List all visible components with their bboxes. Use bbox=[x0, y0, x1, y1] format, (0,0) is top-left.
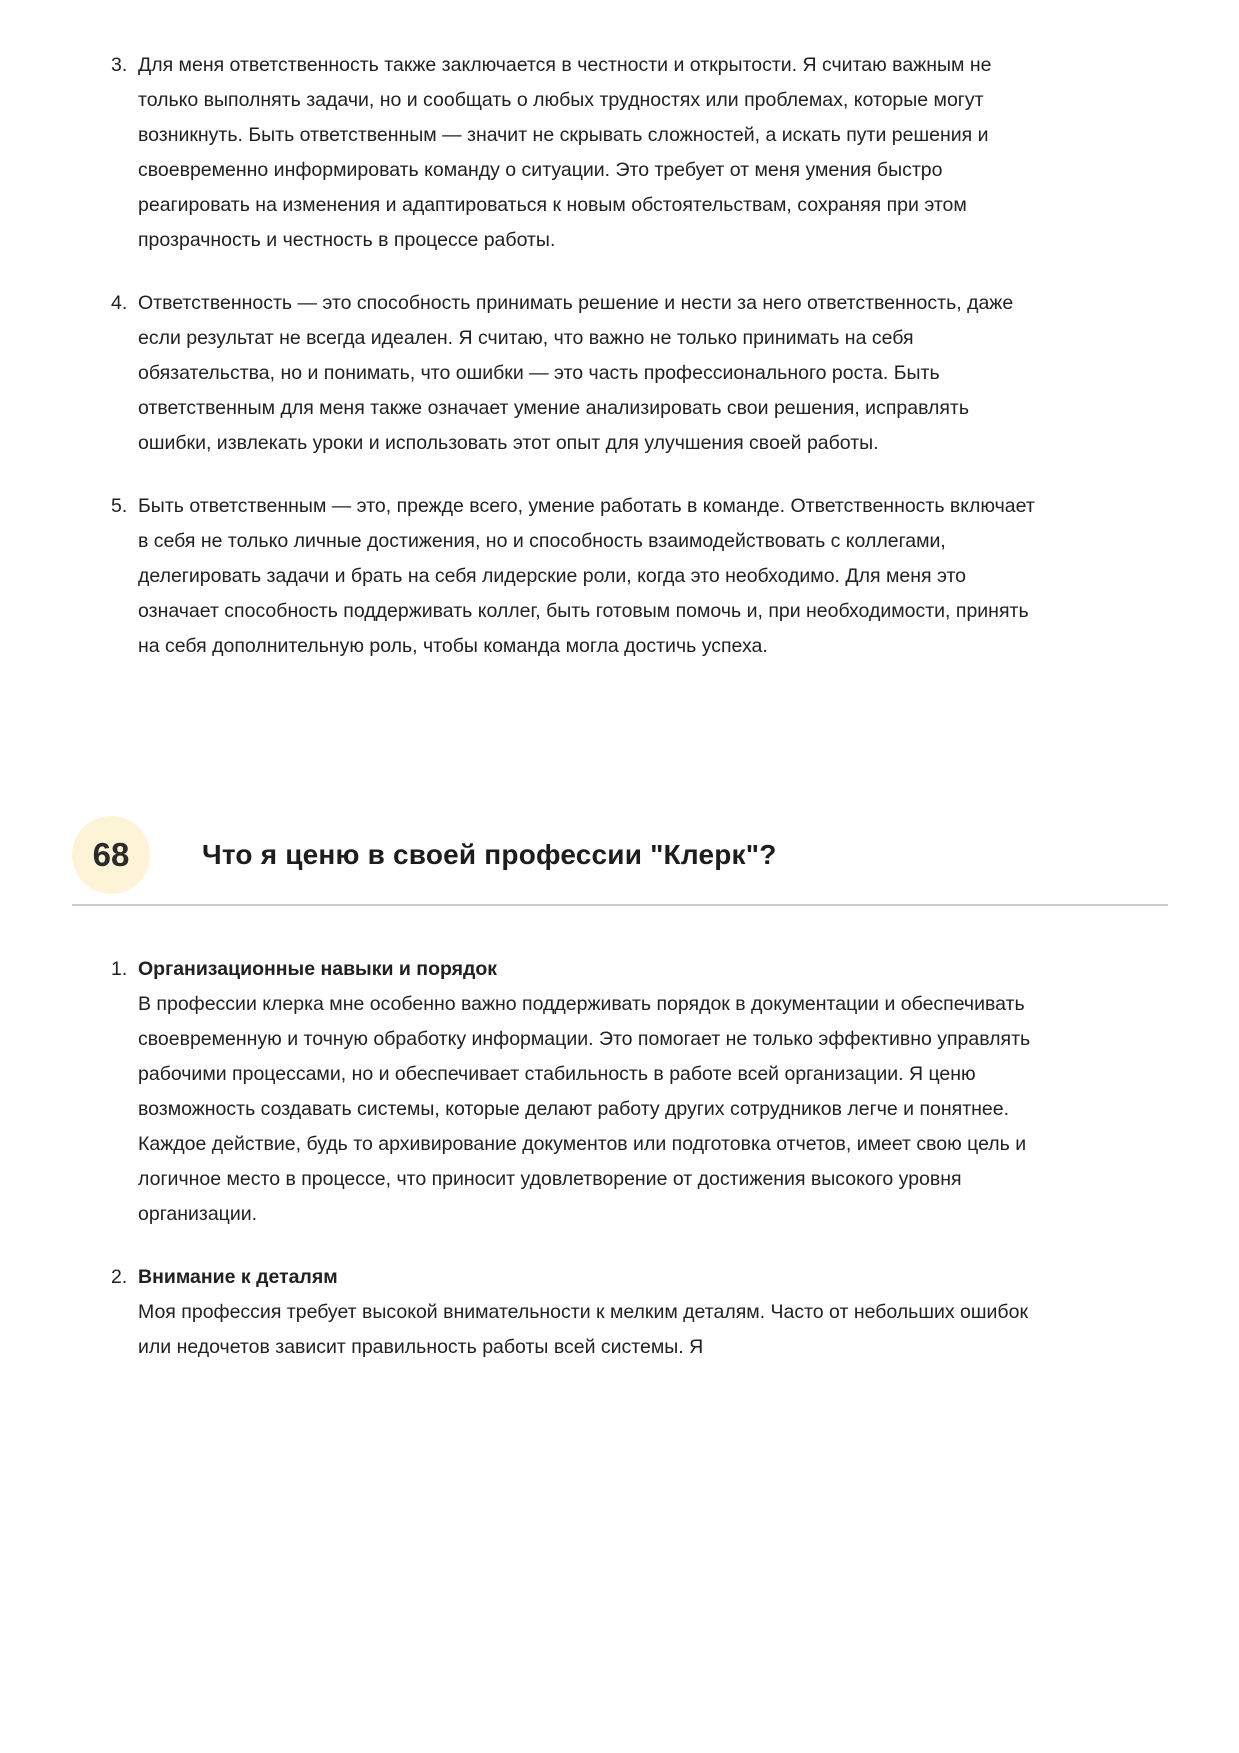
list-item bbox=[78, 952, 1139, 1232]
profession-list bbox=[78, 952, 1139, 1365]
list-item-number: 1. bbox=[111, 958, 128, 980]
list-item-body bbox=[138, 952, 1038, 1232]
list-item-number: 4. bbox=[111, 292, 128, 314]
list-item-body bbox=[138, 1260, 1038, 1365]
list-item-text: Моя профессия требует высокой внимательности к мелким деталям. Часто от небольших ошибок или недочетов зависит правильность работы всей системы. Я bbox=[138, 1301, 1028, 1358]
section-divider bbox=[72, 904, 1168, 906]
list-item bbox=[78, 286, 1139, 461]
list-item-text: Быть ответственным — это, прежде всего, умение работать в команде. Ответственность включает в себя не только личные достижения, но и способность взаимодействовать с коллегами, делегировать задачи и брать на себя лидерские роли, когда это необходимо. Для меня это означает способность поддерживать коллег, быть готовым помочь и, при необходимости, принять на себя дополнительную роль, чтобы команда могла достичь успеха. bbox=[138, 495, 1035, 657]
list-item-number: 2. bbox=[111, 1266, 128, 1288]
list-item-text: Для меня ответственность также заключается в честности и открытости. Я считаю важным не только выполнять задачи, но и сообщать о любых трудностях или проблемах, которые могут возникнуть. Быть ответственным — значит не скрывать сложностей, а искать пути решения и своевременно информировать команду о ситуации. Это требует от меня умения быстро реагировать на изменения и адаптироваться к новым обстоятельствам, сохраняя при этом прозрачность и честность в процессе работы. bbox=[138, 54, 992, 251]
list-item-number: 5. bbox=[111, 495, 128, 517]
list-item-text: Ответственность — это способность принимать решение и нести за него ответственность, даже если результат не всегда идеален. Я считаю, что важно не только принимать на себя обязательства, но и понимать, что ошибки — это часть профессионального роста. Быть ответственным для меня также означает умение анализировать свои решения, исправлять ошибки, извлекать уроки и использовать этот опыт для улучшения своей работы. bbox=[138, 292, 1014, 454]
section-number-badge: 68 bbox=[72, 816, 150, 894]
responsibility-list bbox=[78, 48, 1139, 664]
list-item-heading: Внимание к деталям bbox=[138, 1266, 338, 1288]
section-title: Что я ценю в своей профессии "Клерк"? bbox=[202, 839, 777, 870]
list-item bbox=[78, 1260, 1139, 1365]
list-item bbox=[78, 48, 1139, 258]
list-item-heading: Организационные навыки и порядок bbox=[138, 958, 498, 980]
list-item-number: 3. bbox=[111, 54, 128, 76]
section-header bbox=[72, 816, 1139, 894]
list-item bbox=[78, 489, 1139, 664]
list-item-text: В профессии клерка мне особенно важно поддерживать порядок в документации и обеспечивать своевременную и точную обработку информации. Это помогает не только эффективно управлять рабочими процессами, но и обеспечивает стабильность в работе всей организации. Я ценю возможность создавать системы, которые делают работу других сотрудников легче и понятнее. Каждое действие, будь то архивирование документов или подготовка отчетов, имеет свою цель и логичное место в процессе, что приносит удовлетворение от достижения высокого уровня организации. bbox=[138, 993, 1031, 1225]
